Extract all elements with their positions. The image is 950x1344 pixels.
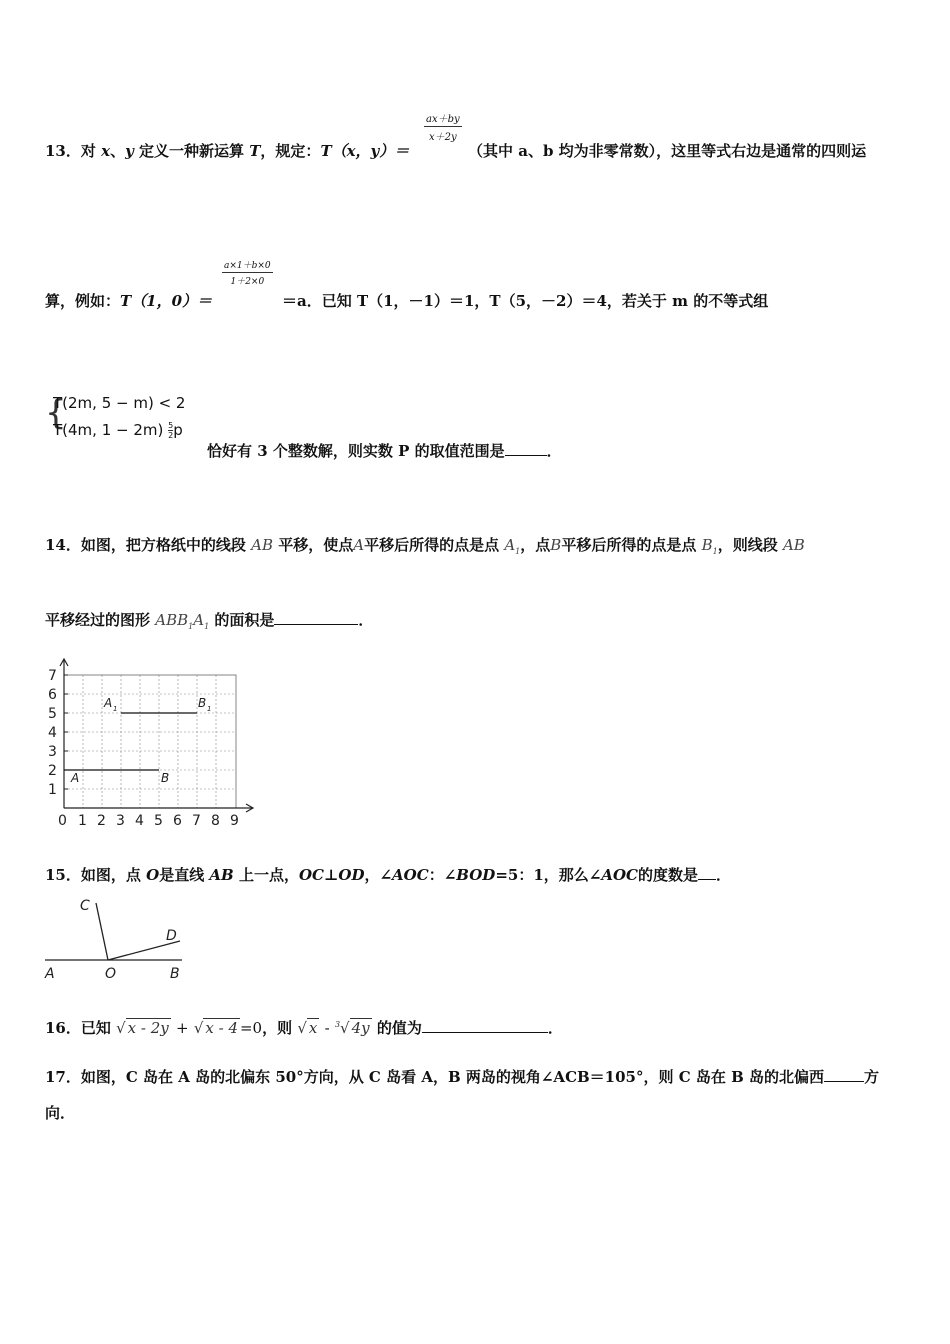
axes — [64, 660, 253, 808]
q13-fraction: $\frac{ax+by}{x+2y}$ — [424, 110, 462, 143]
label-b: B — [170, 966, 180, 982]
x-tick-label: 8 — [211, 813, 220, 829]
answer-blank[interactable] — [274, 610, 358, 625]
answer-blank[interactable] — [698, 865, 716, 880]
label-o: O — [105, 966, 117, 982]
label-d: D — [166, 928, 177, 944]
point-label-a1: A — [104, 696, 113, 710]
x-tick-label: 4 — [135, 813, 144, 829]
q17-line1: 17．如图，C 岛在 A 岛的北偏东 50°方向，从 C 岛看 A，B 两岛的视角∠ACB＝105°，则 C 岛在 B 岛的北偏西 方 — [45, 1068, 880, 1086]
point-label-b: B — [161, 771, 170, 785]
cbrt-expression: $^3$√ 4y — [334, 1019, 370, 1037]
point-label-sub: 1 — [207, 705, 212, 713]
y-tick-label: 2 — [48, 763, 57, 779]
y-tick-label: 4 — [48, 725, 57, 741]
x-tick-label: 7 — [192, 813, 201, 829]
q16-line: 16．已知 √ x - 2y + √ x - 4 =0，则 √ x - $^3$√ 4y 的值为 ． — [45, 1019, 563, 1037]
y-tick-label: 7 — [48, 668, 57, 684]
x-tick-label: 5 — [154, 813, 163, 829]
q13-example-fraction: $\frac{a\times 1+b\times 0}{1+2\times 0}$ — [222, 258, 273, 287]
y-tick-label: 5 — [48, 706, 57, 722]
q15-angle-figure — [40, 893, 190, 983]
label-c: C — [80, 898, 90, 914]
q13-line1-tail: （其中 a、b 均为非零常数），这里等式右边是通常的四则运 — [468, 142, 867, 160]
x-tick-label: 6 — [173, 813, 182, 829]
y-tick-label: 1 — [48, 782, 57, 798]
label-a: A — [45, 966, 55, 982]
point-label-b1: B — [198, 696, 207, 710]
q13-line3: 恰好有 3 个整数解，则实数 P 的取值范围是 ． — [207, 442, 562, 460]
q14-grid-figure — [40, 655, 265, 830]
y-tick-label: 3 — [48, 744, 57, 760]
inequality-row-1: T(2m, 5 − m) < 2 — [53, 394, 186, 412]
q14-line2: 平移经过的图形 $ABB_1A_1$ 的面积是 ． — [45, 611, 374, 631]
q13-line1: 13．对 x、y 定义一种新运算 T，规定：T（x，y）＝ — [45, 142, 410, 160]
x-tick-label: 9 — [230, 813, 239, 829]
answer-blank[interactable] — [422, 1018, 548, 1033]
sqrt-expression-1: √ x - 2y — [116, 1019, 169, 1037]
x-tick-label: 1 — [78, 813, 87, 829]
inequality-row-2: T(4m, 1 − 2m) $\frac{5}{2}$ p — [53, 421, 183, 440]
point-label-a: A — [71, 771, 80, 785]
brace-symbol: { — [45, 393, 67, 433]
q13-line2: 算，例如：T（1，0）＝ — [45, 292, 213, 310]
x-tick-label: 3 — [116, 813, 125, 829]
point-label-sub: 1 — [113, 705, 118, 713]
answer-blank[interactable] — [824, 1067, 864, 1082]
q13-line2-tail: ＝a．已知 T（1，－1）＝1，T（5，－2）＝4，若关于 m 的不等式组 — [282, 292, 769, 310]
sqrt-expression-2: √ x - 4 — [193, 1019, 238, 1037]
y-tick-label: 6 — [48, 687, 57, 703]
ray-oc — [96, 903, 108, 960]
x-tick-label: 0 — [58, 813, 67, 829]
q15-line: 15．如图，点 O是直线 AB 上一点，OC⊥OD，∠AOC：∠BOD=5：1，那么∠AOC的度数是 ． — [45, 866, 732, 884]
q14-line1: 14．如图，把方格纸中的线段 AB 平移，使点A平移后所得的点是点 $A_1$，点B平移后所得的点是点 $B_1$，则线段 AB — [45, 536, 805, 556]
grid-lines — [64, 675, 236, 808]
answer-blank[interactable] — [505, 441, 547, 456]
x-tick-label: 2 — [97, 813, 106, 829]
sqrt-expression-3: √ x — [297, 1019, 318, 1037]
q17-line2: 向． — [45, 1104, 76, 1122]
